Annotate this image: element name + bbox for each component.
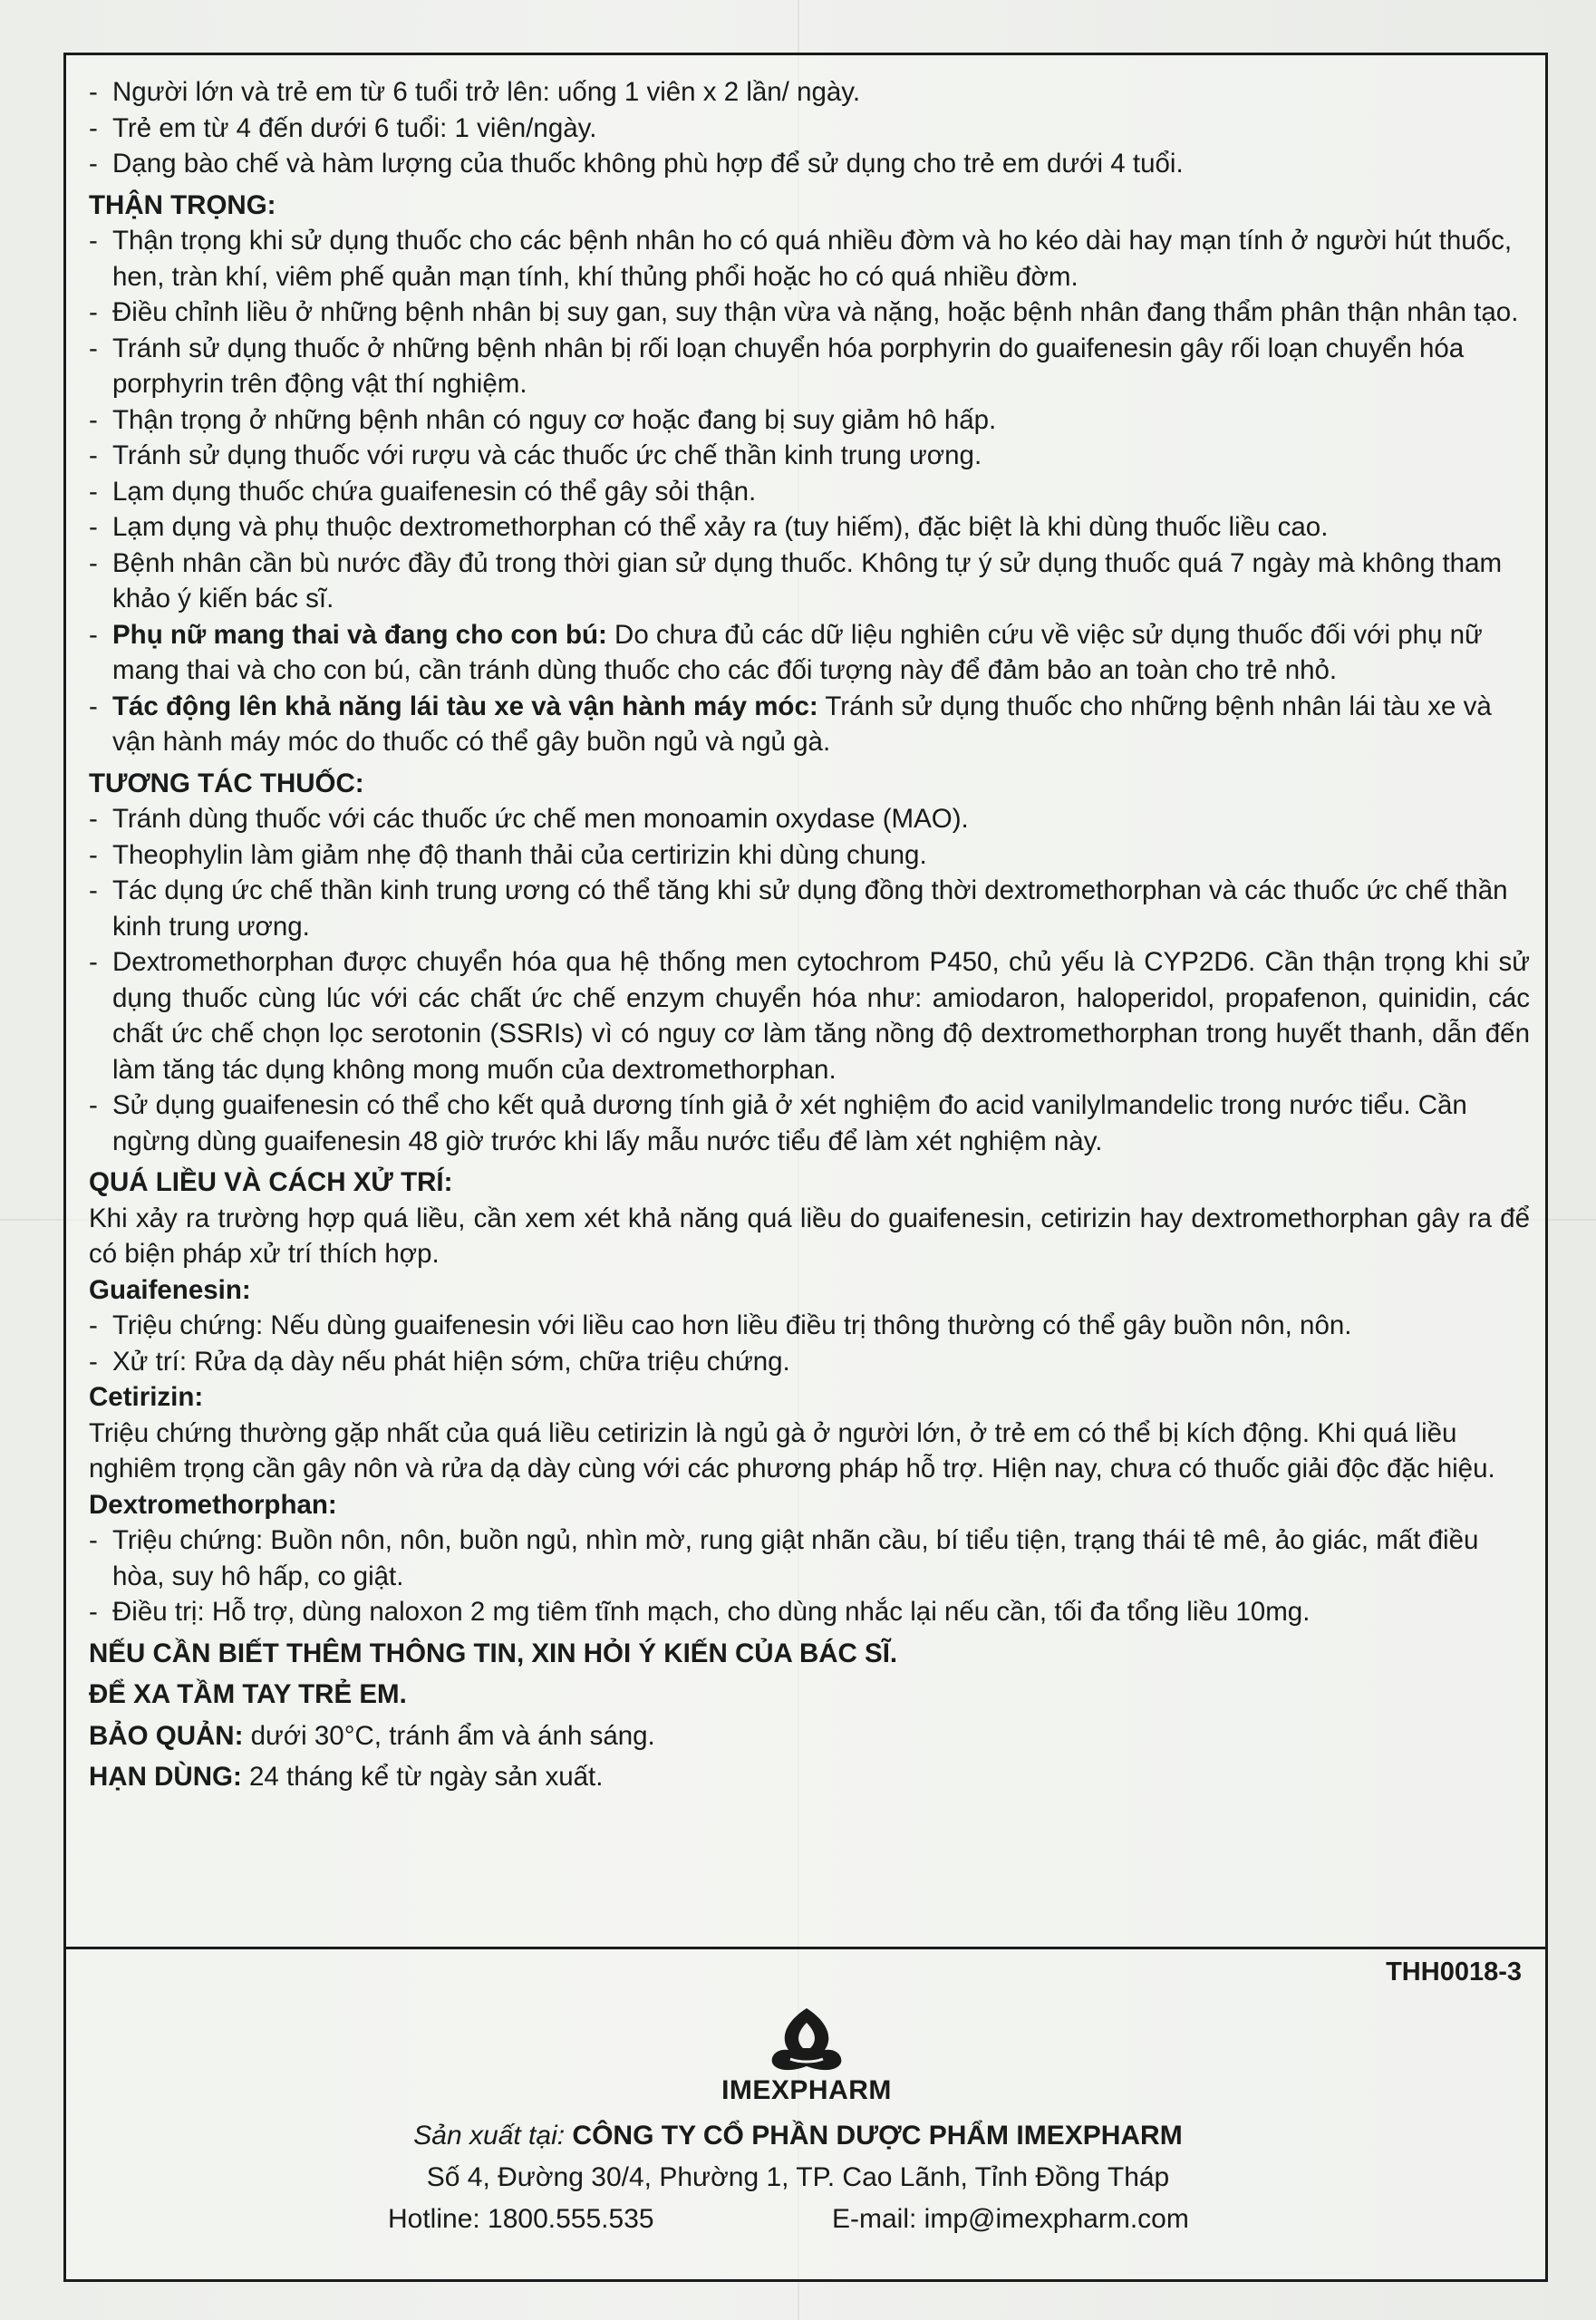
expiry-line [89, 1759, 1530, 1795]
footer-divider [63, 1947, 1548, 1949]
dextromethorphan-item: - Triệu chứng: Buồn nôn, nôn, buồn ngủ, nhìn mờ, rung giật nhãn cầu, bí tiểu tiện, trạng thái tê mê, ảo giác, mất điều hòa, suy hô hấp, co giật. [89, 1522, 1530, 1594]
precaution-item: - Bệnh nhân cần bù nước đầy đủ trong thời gian sử dụng thuốc. Không tự ý sử dụng thuốc quá 7 ngày mà không tham khảo ý kiến bác sĩ. [89, 546, 1530, 617]
driving-item [89, 689, 1530, 760]
storage-line [89, 1718, 1530, 1754]
email: E-mail: imp@imexpharm.com [832, 2204, 1189, 2234]
dextromethorphan-heading: Dextromethorphan: [89, 1489, 337, 1520]
overdose-intro: Khi xảy ra trường hợp quá liều, cần xem xét khả năng quá liều do guaifenesin, cetirizin hay dextromethorphan gây ra để có biện pháp xử trí thích hợp. [89, 1203, 1530, 1269]
overdose-heading: QUÁ LIỀU VÀ CÁCH XỬ TRÍ: [89, 1167, 453, 1197]
notices-section [89, 1636, 1530, 1795]
consult-notice: NẾU CẦN BIẾT THÊM THÔNG TIN, XIN HỎI Ý KIẾN CỦA BÁC SĨ. [89, 1638, 898, 1668]
company-address: Số 4, Đường 30/4, Phường 1, TP. Cao Lãnh, Tỉnh Đồng Tháp [426, 2162, 1170, 2192]
storage-text: dưới 30°C, tránh ẩm và ánh sáng. [243, 1720, 655, 1751]
driving-text: Tránh sử dụng thuốc cho những bệnh nhân lái tàu xe và vận hành máy móc do thuốc có thể gây buồn ngủ và ngủ gà. [112, 691, 1492, 757]
cetirizin-heading: Cetirizin: [89, 1382, 204, 1412]
dosage-section [89, 74, 1530, 182]
expiry-text: 24 tháng kể từ ngày sản xuất. [241, 1762, 604, 1792]
precaution-item: - Thận trọng ở những bệnh nhân có nguy cơ hoặc đang bị suy giảm hô hấp. [89, 402, 1530, 439]
made-at-label: Sản xuất tại: [413, 2121, 566, 2151]
hotline: Hotline: 1800.555.535 [388, 2204, 654, 2234]
interaction-item: - Tránh dùng thuốc với các thuốc ức chế men monoamin oxydase (MAO). [89, 801, 1530, 837]
interaction-item: - Tác dụng ức chế thần kinh trung ương có thể tăng khi sử dụng đồng thời dextromethorphan và các thuốc ức chế thần kinh trung ương. [89, 873, 1530, 944]
dosage-item: - Trẻ em từ 4 đến dưới 6 tuổi: 1 viên/ngày. [89, 111, 1530, 147]
precaution-item: - Lạm dụng và phụ thuộc dextromethorphan có thể xảy ra (tuy hiếm), đặc biệt là khi dùng thuốc liều cao. [89, 509, 1530, 546]
company-name: CÔNG TY CỔ PHẦN DƯỢC PHẨM IMEXPHARM [565, 2121, 1183, 2151]
leaflet-content [89, 74, 1530, 1795]
children-notice: ĐỂ XA TẦM TAY TRẺ EM. [89, 1679, 407, 1709]
precautions-heading: THẬN TRỌNG: [89, 189, 276, 220]
interactions-heading: TƯƠNG TÁC THUỐC: [89, 768, 364, 798]
dosage-item: - Người lớn và trẻ em từ 6 tuổi trở lên: uống 1 viên x 2 lần/ ngày. [89, 74, 1530, 111]
guaifenesin-item: - Triệu chứng: Nếu dùng guaifenesin với liều cao hơn liều điều trị thông thường có thể gây buồn nôn, nôn. [89, 1308, 1530, 1344]
interaction-item: - Theophylin làm giảm nhẹ độ thanh thải của certirizin khi dùng chung. [89, 837, 1530, 874]
dosage-item: - Dạng bào chế và hàm lượng của thuốc không phù hợp để sử dụng cho trẻ em dưới 4 tuổi. [89, 146, 1530, 182]
precaution-item: - Tránh sử dụng thuốc ở những bệnh nhân bị rối loạn chuyển hóa porphyrin do guaifenesin gây rối loạn chuyển hóa porphyrin trên động vật thí nghiệm. [89, 331, 1530, 402]
pregnancy-text: Do chưa đủ các dữ liệu nghiên cứu về việc sử dụng thuốc đối với phụ nữ mang thai và cho con bú, cần tránh dùng thuốc cho các đối tượng này để đảm bảo an toàn cho trẻ nhỏ. [112, 619, 1483, 685]
cetirizin-text: Triệu chứng thường gặp nhất của quá liều cetirizin là ngủ gà ở người lớn, ở trẻ em có thể bị kích động. Khi quá liều nghiêm trọng cần gây nôn và rửa dạ dày cùng với các phương pháp hỗ trợ. Hiện nay, chưa có thuốc giải độc đặc hiệu. [89, 1417, 1495, 1484]
precaution-item: - Tránh sử dụng thuốc với rượu và các thuốc ức chế thần kinh trung ương. [89, 438, 1530, 474]
precaution-item: - Điều chỉnh liều ở những bệnh nhân bị suy gan, suy thận vừa và nặng, hoặc bệnh nhân đang thẩm phân thận nhân tạo. [89, 295, 1530, 331]
pregnancy-label: Phụ nữ mang thai và đang cho con bú: [112, 619, 607, 650]
manufacturer-line [0, 2121, 1596, 2151]
expiry-label: HẠN DÙNG: [89, 1762, 242, 1792]
brand-name: IMEXPHARM [721, 2075, 892, 2105]
precaution-item: - Thận trọng khi sử dụng thuốc cho các bệnh nhân ho có quá nhiều đờm và ho kéo dài hay mạn tính ở người hút thuốc, hen, tràn khí, viêm phế quản mạn tính, khí thủng phổi hoặc ho có quá nhiều đờm. [89, 223, 1530, 295]
interaction-item: - Sử dụng guaifenesin có thể cho kết quả dương tính giả ở xét nghiệm đo acid vanilylmandelic trong nước tiểu. Cần ngừng dùng guaifenesin 48 giờ trước khi lấy mẫu nước tiểu để làm xét nghiệm này. [89, 1088, 1530, 1159]
interaction-item: - Dextromethorphan được chuyển hóa qua hệ thống men cytochrom P450, chủ yếu là CYP2D6. Cần thận trọng khi sử dụng thuốc cùng lúc với các chất ức chế enzym chuyển hóa như: amiodaron, haloperidol, propafenon, quinidin, các chất ức chế chọn lọc serotonin (SSRIs) vì có nguy cơ làm tăng nồng độ dextromethorphan trong huyết thanh, dẫn đến làm tăng tác dụng không mong muốn của dextromethorphan. [89, 944, 1530, 1088]
precautions-section [89, 188, 1530, 760]
precaution-item: - Lạm dụng thuốc chứa guaifenesin có thể gây sỏi thận. [89, 474, 1530, 510]
overdose-section [89, 1165, 1530, 1630]
document-code: THH0018-3 [1386, 1958, 1522, 1986]
driving-label: Tác động lên khả năng lái tàu xe và vận hành máy móc: [112, 691, 818, 721]
interactions-section [89, 766, 1530, 1160]
storage-label: BẢO QUẢN: [89, 1720, 244, 1751]
guaifenesin-heading: Guaifenesin: [89, 1274, 251, 1305]
dextromethorphan-item: - Điều trị: Hỗ trợ, dùng naloxon 2 mg tiêm tĩnh mạch, cho dùng nhắc lại nếu cần, tối đa tổng liều 10mg. [89, 1594, 1530, 1630]
guaifenesin-item: - Xử trí: Rửa dạ dày nếu phát hiện sớm, chữa triệu chứng. [89, 1344, 1530, 1380]
pregnancy-item [89, 617, 1530, 689]
